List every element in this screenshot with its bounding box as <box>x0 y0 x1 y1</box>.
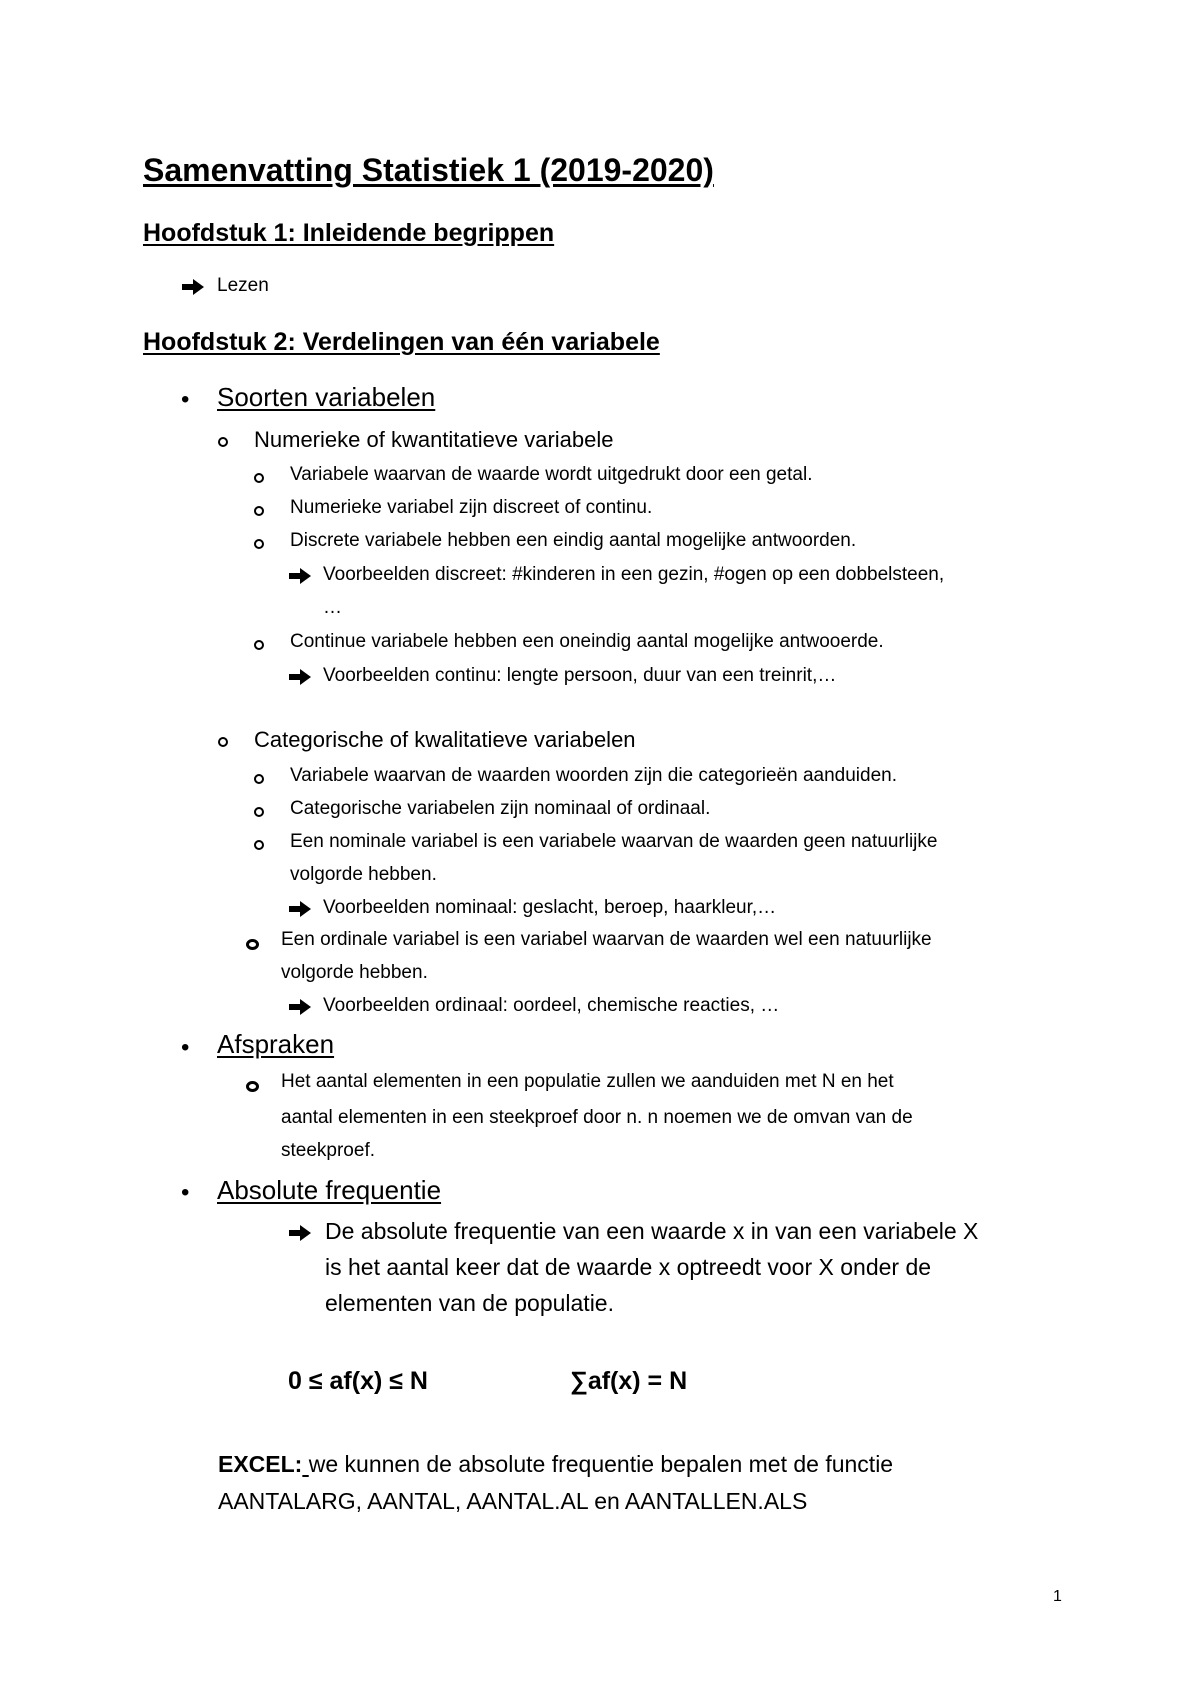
circle-bullet-icon <box>254 840 264 850</box>
bullet-icon: • <box>181 386 190 413</box>
absolute-line1: De absolute frequentie van een waarde x in van een variabele X <box>325 1218 979 1244</box>
continu-item: Continue variabele hebben een oneindig aantal mogelijke antwooerde. <box>290 631 884 652</box>
formula-sum: ∑af(x) = N <box>570 1367 688 1395</box>
circle-bullet-icon <box>218 437 228 447</box>
afspraken-line2: aantal elementen in een steekproef door n. n noemen we de omvan van de <box>281 1107 913 1128</box>
page-number: 1 <box>1053 1588 1062 1605</box>
numeriek-item-1: Variabele waarvan de waarde wordt uitgedrukt door een getal. <box>290 464 813 485</box>
circle-bullet-icon <box>254 774 264 784</box>
absolute-line3: elementen van de populatie. <box>325 1290 614 1316</box>
section-absolute-heading: Absolute frequentie <box>217 1175 442 1205</box>
ordinaal-line1: Een ordinale variabel is een variabel waarvan de waarden wel een natuurlijke <box>281 929 932 950</box>
arrow-right-icon <box>289 669 311 685</box>
section-soorten-heading: Soorten variabelen <box>217 382 436 412</box>
numeriek-heading: Numerieke of kwantitatieve variabele <box>254 427 614 452</box>
excel-note <box>218 1451 893 1477</box>
nominaal-line1: Een nominale variabel is een variabele waarvan de waarden geen natuurlijke <box>290 831 938 852</box>
nominaal-line2: volgorde hebben. <box>290 864 437 885</box>
example-continu: Voorbeelden continu: lengte persoon, duur van een treinrit,… <box>323 665 837 686</box>
circle-bullet-icon <box>254 539 264 549</box>
arrow-right-icon <box>289 901 311 917</box>
chapter1-item: Lezen <box>217 275 269 296</box>
numeriek-item-3: Discrete variabele hebben een eindig aantal mogelijke antwoorden. <box>290 530 857 551</box>
chapter2-heading: Hoofdstuk 2: Verdelingen van één variabele <box>143 328 660 356</box>
afspraken-line1: Het aantal elementen in een populatie zullen we aanduiden met N en het <box>281 1071 894 1092</box>
ordinaal-line2: volgorde hebben. <box>281 962 428 983</box>
example-ordinaal: Voorbeelden ordinaal: oordeel, chemische reacties, … <box>323 995 780 1016</box>
circle-bullet-icon <box>254 473 264 483</box>
categorisch-heading: Categorische of kwalitatieve variabelen <box>254 727 636 752</box>
afspraken-line3: steekproef. <box>281 1140 375 1161</box>
example-discreet-line2: … <box>323 597 342 618</box>
categorisch-item-2: Categorische variabelen zijn nominaal of ordinaal. <box>290 798 711 819</box>
numeriek-item-2: Numerieke variabel zijn discreet of continu. <box>290 497 653 518</box>
example-discreet-line1: Voorbeelden discreet: #kinderen in een gezin, #ogen op een dobbelsteen, <box>323 564 945 585</box>
circle-bullet-icon <box>218 737 228 747</box>
absolute-line2: is het aantal keer dat de waarde x optreedt voor X onder de <box>325 1254 932 1280</box>
section-afspraken-heading: Afspraken <box>217 1029 335 1059</box>
bullet-icon: • <box>181 1034 190 1061</box>
arrow-right-icon <box>289 1225 311 1241</box>
arrow-right-icon <box>289 568 311 584</box>
formula-bounds: 0 ≤ af(x) ≤ N <box>288 1367 428 1395</box>
arrow-right-icon <box>289 999 311 1015</box>
bullet-icon: • <box>181 1179 190 1206</box>
document-title: Samenvatting Statistiek 1 (2019-2020) <box>143 152 714 188</box>
excel-functions: AANTALARG, AANTAL, AANTAL.AL en AANTALLEN.ALS <box>218 1488 808 1514</box>
circle-bullet-icon <box>254 506 264 516</box>
circle-bullet-icon <box>254 807 264 817</box>
example-nominaal: Voorbeelden nominaal: geslacht, beroep, haarkleur,… <box>323 897 777 918</box>
excel-text: we kunnen de absolute frequentie bepalen met de functie <box>308 1451 894 1477</box>
circle-bullet-icon <box>246 939 259 950</box>
excel-label: EXCEL: <box>218 1451 303 1477</box>
chapter1-heading: Hoofdstuk 1: Inleidende begrippen <box>143 219 555 247</box>
circle-bullet-icon <box>246 1081 259 1092</box>
categorisch-item-1: Variabele waarvan de waarden woorden zijn die categorieën aanduiden. <box>290 765 898 786</box>
circle-bullet-icon <box>254 640 264 650</box>
arrow-right-icon <box>182 279 204 295</box>
